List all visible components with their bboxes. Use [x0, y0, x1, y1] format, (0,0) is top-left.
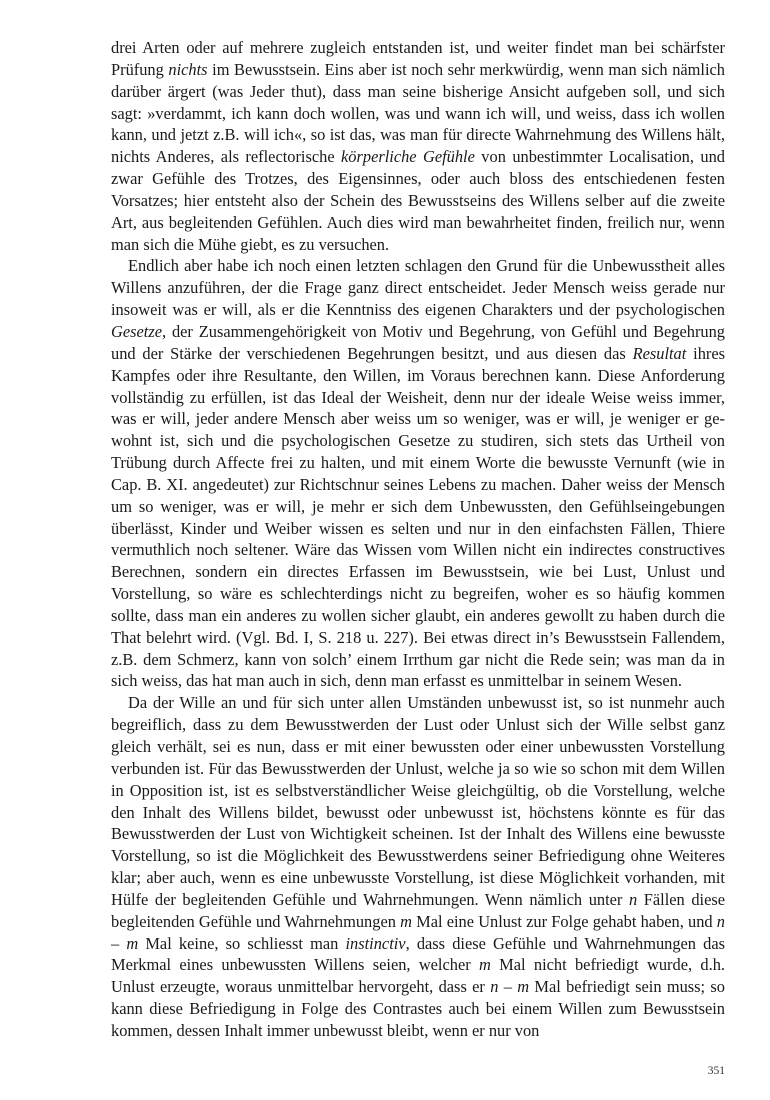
- emphasis-text: n: [716, 911, 725, 931]
- text-run: im Bewusstsein. Eins aber ist noch sehr merkwürdig, wenn man sich nämlich darüber ärgert (was Jeder thut), dass man seine bisherige Ansicht aufgeben soll, und sich sagt: »verdammt, ich kann doch wollen, was und wann ich will, und weiss, dass ich wollen kann, und jetzt z.B. will ich«, so ist das, was man für directe Wahrnehmung des Willens hält, nichts Anderes, als reflectorische: [111, 59, 726, 167]
- text-run: Mal nicht befriedigt wurde, d.h. Unlust erzeugte, woraus unmittelbar hervorgeht, dass er: [111, 955, 725, 997]
- emphasis-text: Gesetze: [111, 321, 162, 341]
- text-run: von unbestimmter Localisation, und zwar Gefühle des Trotzes, des Eigensinnes, oder auch bloss des entschiedenen festen Vorsatzes; hier entsteht also der Schein des Bewusstseins des Willens selber auf die zweite Art, aus begleitenden Gefühlen. Auch dies wird man bewahrheitet finden, freilich nur, wenn man sich die Mühe giebt, es zu versuchen.: [111, 147, 725, 254]
- emphasis-text: instinctiv: [345, 933, 406, 953]
- paragraph-will-and-pleasure: [111, 692, 725, 1042]
- paragraph-unconsciousness-of-will: [111, 255, 725, 692]
- emphasis-text: m: [517, 977, 530, 997]
- text-run: ihres Kampfes oder ihre Resultante, den Willen, im Voraus berechnen kann. Diese Anforderung vollständig zu erfüllen, ist das Ideal der Weisheit, denn nur der ideale Weise weiss immer, was er will, jeder andere Mensch aber weiss um so weniger, was er will, je weniger er gewohnt ist, sich und die psychologischen Gesetze zu studiren, sich stets das Urtheil von Trübung durch Affecte frei zu halten, und mit einem Worte die bewusste Vernunft (wie in Cap. B. XI. angedeutet) zur Richtschnur seines Lebens zu machen. Daher weiss der Mensch um so weniger, was er will, je mehr er sich dem Unbewussten, den Gefühlseingebungen überlässt, Kinder und Weiber wissen es selten und nur in den einfachsten Fällen, Thiere vermuthlich noch seltener. Wäre das Wissen vom Willen nicht ein indirectes constructives Berechnen, sondern ein directes Erfassen im Bewusstsein, wie bei Lust, Unlust und Vorstellung, so wäre es schlechterdings nicht zu begreifen, woher es so häufig kommen sollte, dass man ein anderes zu wollen sicher glaubt, ein anderes gewollt zu haben durch die That belehrt wird. (Vgl. Bd. I, S. 218 u. 227). Bei etwas direct in’s Bewusstsein Fallendem, z.B. dem Schmerz, kann von solch’ einem Irrthum gar nicht die Rede sein; was man da in sich weiss, das hat man auch in sich, denn man erfasst es unmittelbar in seinem Wesen.: [111, 343, 726, 691]
- emphasis-text: m: [400, 911, 412, 931]
- page-number: 351: [707, 1065, 725, 1077]
- emphasis-text: m: [126, 933, 139, 953]
- text-run: Da der Wille an und für sich unter allen Umständen unbewusst ist, so ist nunmehr auch begreiflich, dass zu dem Bewusstwerden der Lust oder Unlust sich der Wille selbst ganz gleich verhält, sei es nun, dass er mit einer bewussten oder einer unbewussten Vorstellung verbunden ist. Für das Bewusstwerden der Unlust, welche ja so wie so schon mit dem Willen in Opposition ist, ist es selbstverständlicher Weise gleichgültig, ob die Vorstellung, welche den Inhalt des Willens bildet, bewusst oder unbewusst ist, höchstens könnte es für das Bewusstwerden der Lust von Wichtigkeit scheinen. Ist der Inhalt des Willens eine bewusste Vorstellung, so ist die Möglichkeit des Bewusstwerdens seiner Befriedigung ohne Weiteres klar; aber auch, wenn es eine unbewusste Vorstellung, ist diese Möglichkeit vorhanden, mit Hülfe der begleitenden Gefühle und Wahrnehmungen. Wenn nämlich unter: [111, 693, 725, 909]
- text-run: Mal eine Unlust zur Folge gehabt haben, und: [411, 911, 717, 931]
- paragraph-continuation: [111, 37, 725, 255]
- emphasis-text: körperliche Gefühle: [341, 147, 475, 167]
- emphasis-text: n: [628, 889, 638, 909]
- text-run: –: [111, 933, 127, 953]
- emphasis-text: n: [490, 977, 499, 997]
- text-run: , der Zusammengehörigkeit von Motiv und Begehrung, von Gefühl und Begehrung und der Stärke der verschiedenen Begehrungen besitzt, und aus diesen das: [111, 321, 725, 363]
- text-run: Mal keine, so schliesst man: [138, 933, 346, 953]
- body-text: [111, 37, 725, 1042]
- text-run: Mal befriedigt sein muss; so kann diese Befriedigung in Folge des Contrastes auch bei einem Willen zum Bewusstsein kommen, dessen Inhalt immer unbewusst bleibt, wenn er nur von: [111, 977, 725, 1040]
- emphasis-text: nichts: [168, 59, 208, 79]
- text-run: Fällen diese begleitenden Gefühle und Wahrnehmungen: [111, 889, 726, 931]
- text-run: drei Arten oder auf mehrere zugleich entstanden ist, und weiter findet man bei schärfster Prüfung: [111, 38, 725, 79]
- emphasis-text: m: [479, 955, 491, 975]
- emphasis-text: Resultat: [632, 343, 687, 363]
- text-run: –: [498, 977, 518, 997]
- text-run: Endlich aber habe ich noch einen letzten schlagen den Grund für die Unbewusstheit alles Willens anzuführen, der die Frage ganz direct entscheidet. Jeder Mensch weiss gerade nur insoweit was er will, als er die Kenntniss des eigenen Charakters und der psychologischen: [111, 256, 725, 320]
- text-run: , dass diese Gefühle und Wahrnehmungen das Merkmal eines unbewussten Willens seien, welcher: [111, 933, 726, 975]
